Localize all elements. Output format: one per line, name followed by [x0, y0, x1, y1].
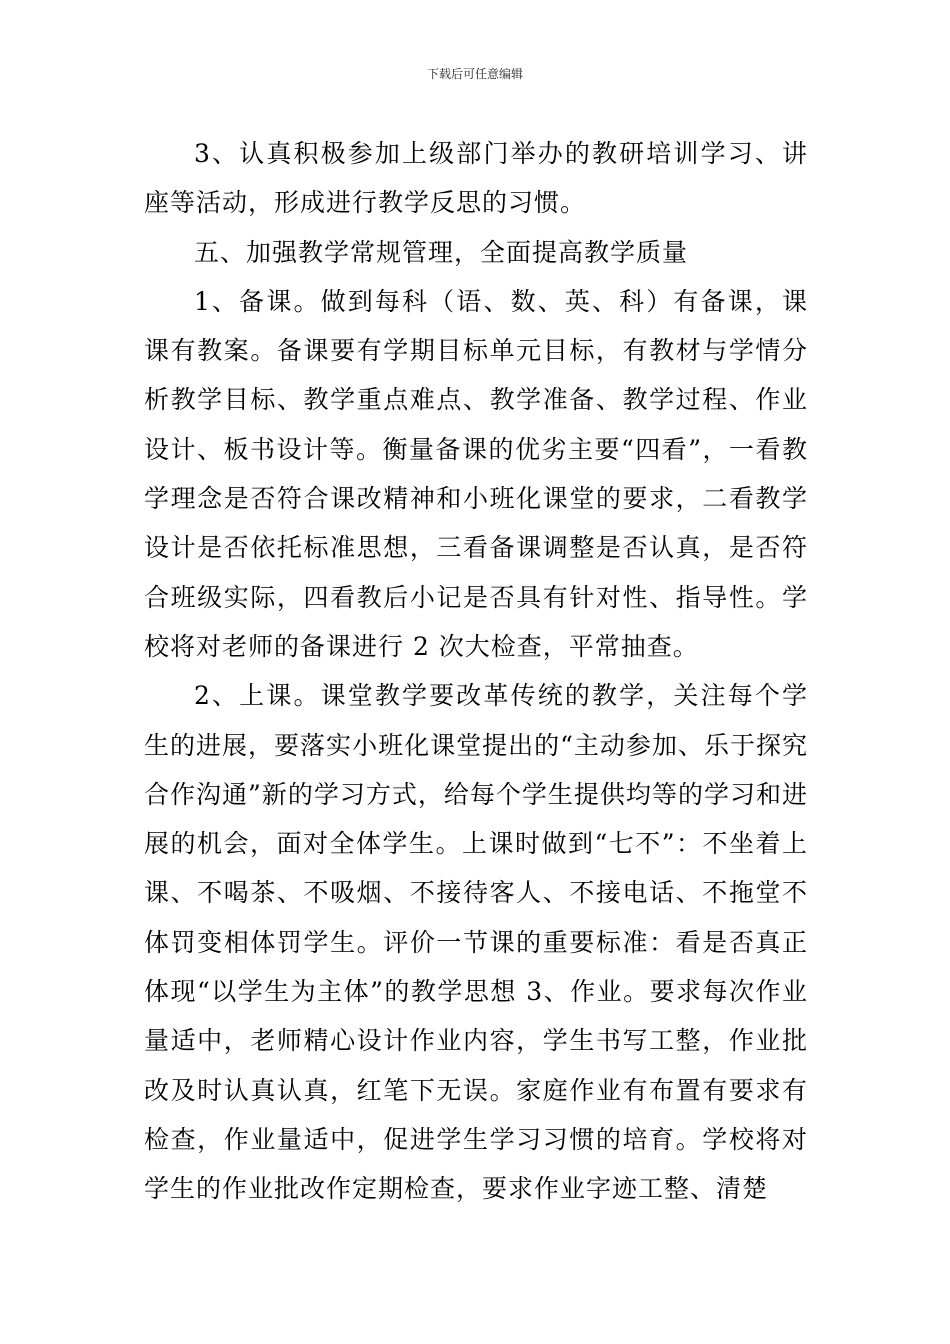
paragraph-teaching-research: 3、认真积极参加上级部门举办的教研培训学习、讲座等活动，形成进行教学反思的习惯。 — [144, 139, 808, 218]
paragraph-lesson-preparation: 1、备课。做到每科（语、数、英、科）有备课，课课有教案。备课要有学期目标单元目标，有教材与学情分析教学目标、教学重点难点、教学准备、教学过程、作业设计、板书设计等。衡量备课的优劣主要“四看”，一看教学理念是否符合课改精神和小班化课堂的要求，二看教学设计是否依托标准思想，三看备课调整是否认真，是否符合班级实际，四看教后小记是否具有针对性、指导性。学校将对老师的备课进行 2 次大检查，平常抽查。 — [144, 286, 808, 661]
section-heading-teaching-management: 五、加强教学常规管理，全面提高教学质量 — [194, 237, 689, 267]
page-header-note: 下载后可任意编辑 — [426, 67, 523, 81]
document-body — [144, 129, 808, 1214]
paragraph-classroom-teaching: 2、上课。课堂教学要改革传统的教学，关注每个学生的进展，要落实小班化课堂提出的“主动参加、乐于探究合作沟通”新的学习方式，给每个学生提供均等的学习和进展的机会，面对全体学生。上课时做到“七不”：不坐着上课、不喝茶、不吸烟、不接待客人、不接电话、不拖堂不体罚变相体罚学生。评价一节课的重要标准：看是否真正体现“以学生为主体”的教学思想 3、作业。要求每次作业量适中，老师精心设计作业内容，学生书写工整，作业批改及时认真认真，红笔下无误。家庭作业有布置有要求有检查，作业量适中，促进学生学习习惯的培育。学校将对学生的作业批改作定期检查，要求作业字迹工整、清楚 — [144, 681, 808, 1204]
